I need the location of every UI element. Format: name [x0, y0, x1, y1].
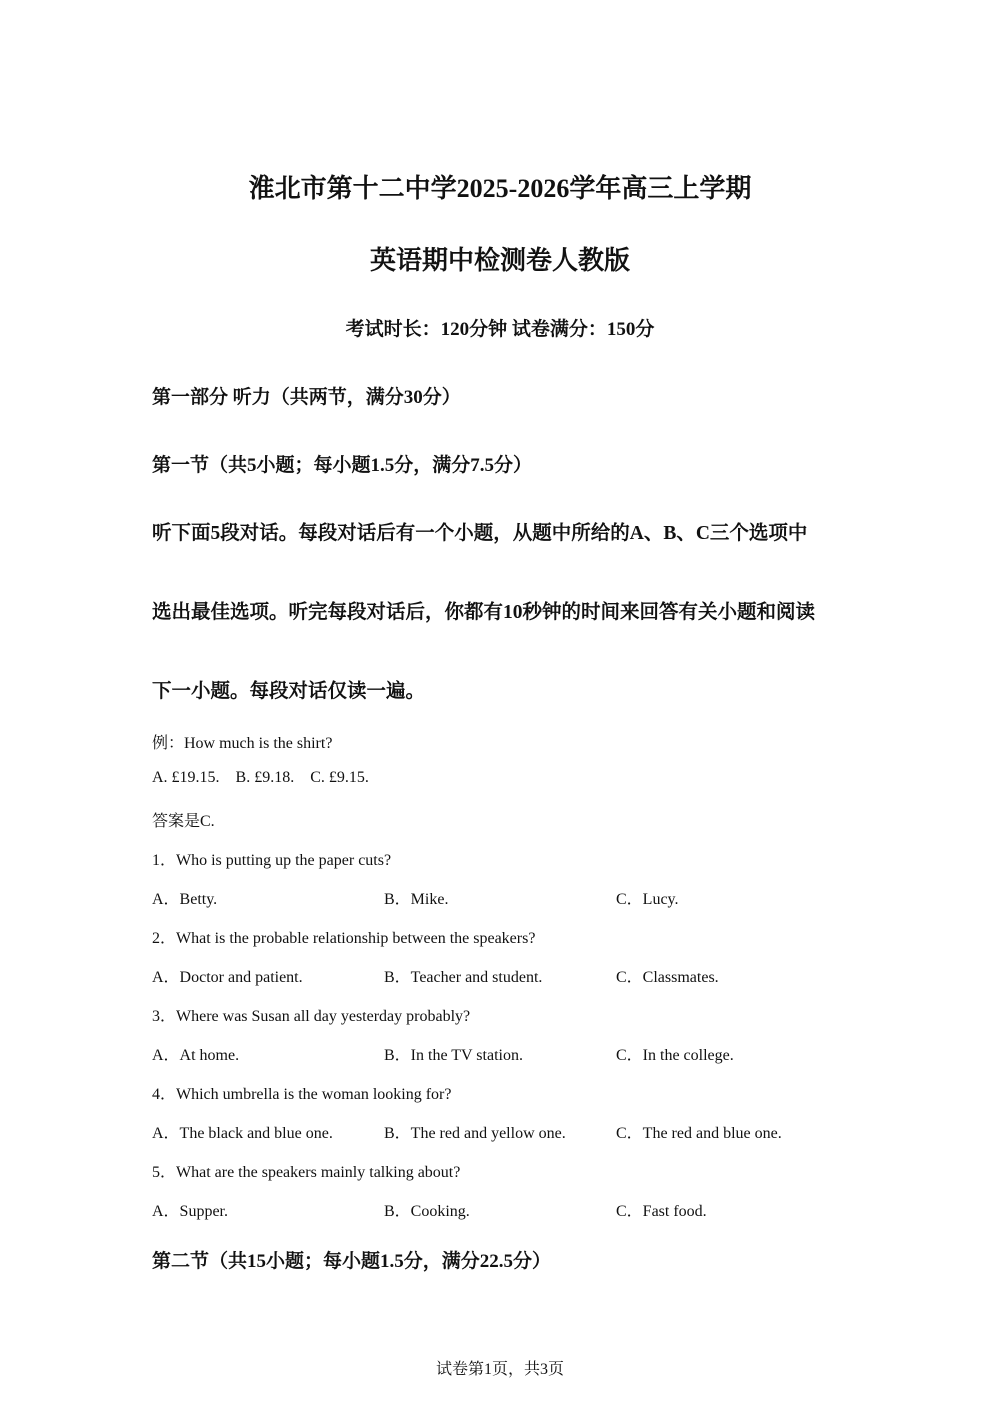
question-2-option-b: B．Teacher and student. [384, 969, 543, 986]
exam-title-line1: 淮北市第十二中学2025-2026学年高三上学期 [248, 174, 752, 203]
question-4-option-c: C．The red and blue one. [616, 1125, 782, 1142]
question-2: 2．What is the probable relationship between the speakers? [152, 930, 536, 947]
section2-heading: 第二节（共15小题；每小题1.5分，满分22.5分） [152, 1251, 552, 1272]
question-3: 3．Where was Susan all day yesterday probably? [152, 1008, 471, 1025]
exam-title-line2: 英语期中检测卷人教版 [369, 246, 630, 275]
question-3-option-b: B．In the TV station. [384, 1047, 523, 1064]
question-5: 5．What are the speakers mainly talking about? [152, 1164, 461, 1181]
question-4-option-a: A．The black and blue one. [152, 1125, 333, 1142]
instruction-line-2: 选出最佳选项。听完每段对话后，你都有10秒钟的时间来回答有关小题和阅读 [152, 602, 816, 623]
question-5-option-c: C．Fast food. [616, 1203, 707, 1220]
question-3-option-a: A．At home. [152, 1047, 240, 1064]
part1-heading: 第一部分 听力（共两节，满分30分） [152, 387, 461, 408]
page-footer: 试卷第1页，共3页 [435, 1361, 564, 1378]
question-4-option-b: B．The red and yellow one. [384, 1125, 566, 1142]
question-1-option-c: C．Lucy. [616, 891, 679, 908]
exam-info: 考试时长：120分钟 试卷满分：150分 [345, 319, 655, 340]
question-4: 4．Which umbrella is the woman looking for? [152, 1086, 452, 1103]
question-2-option-a: A．Doctor and patient. [152, 969, 303, 986]
question-3-option-c: C．In the college. [616, 1047, 734, 1064]
example-options: A. £19.15. B. £9.18. C. £9.15. [152, 769, 369, 786]
example-answer: 答案是C. [152, 813, 215, 830]
question-1-option-a: A．Betty. [152, 891, 218, 908]
section1-heading: 第一节（共5小题；每小题1.5分，满分7.5分） [152, 455, 533, 476]
question-2-option-c: C．Classmates. [616, 969, 719, 986]
example-question: 例：How much is the shirt? [152, 735, 333, 752]
question-1-option-b: B．Mike. [384, 891, 449, 908]
instruction-line-3: 下一小题。每段对话仅读一遍。 [152, 681, 426, 702]
question-5-option-a: A．Supper. [152, 1203, 229, 1220]
question-1: 1．Who is putting up the paper cuts? [152, 852, 392, 869]
question-5-option-b: B．Cooking. [384, 1203, 470, 1220]
instruction-line-1: 听下面5段对话。每段对话后有一个小题，从题中所给的A、B、C三个选项中 [152, 523, 808, 544]
